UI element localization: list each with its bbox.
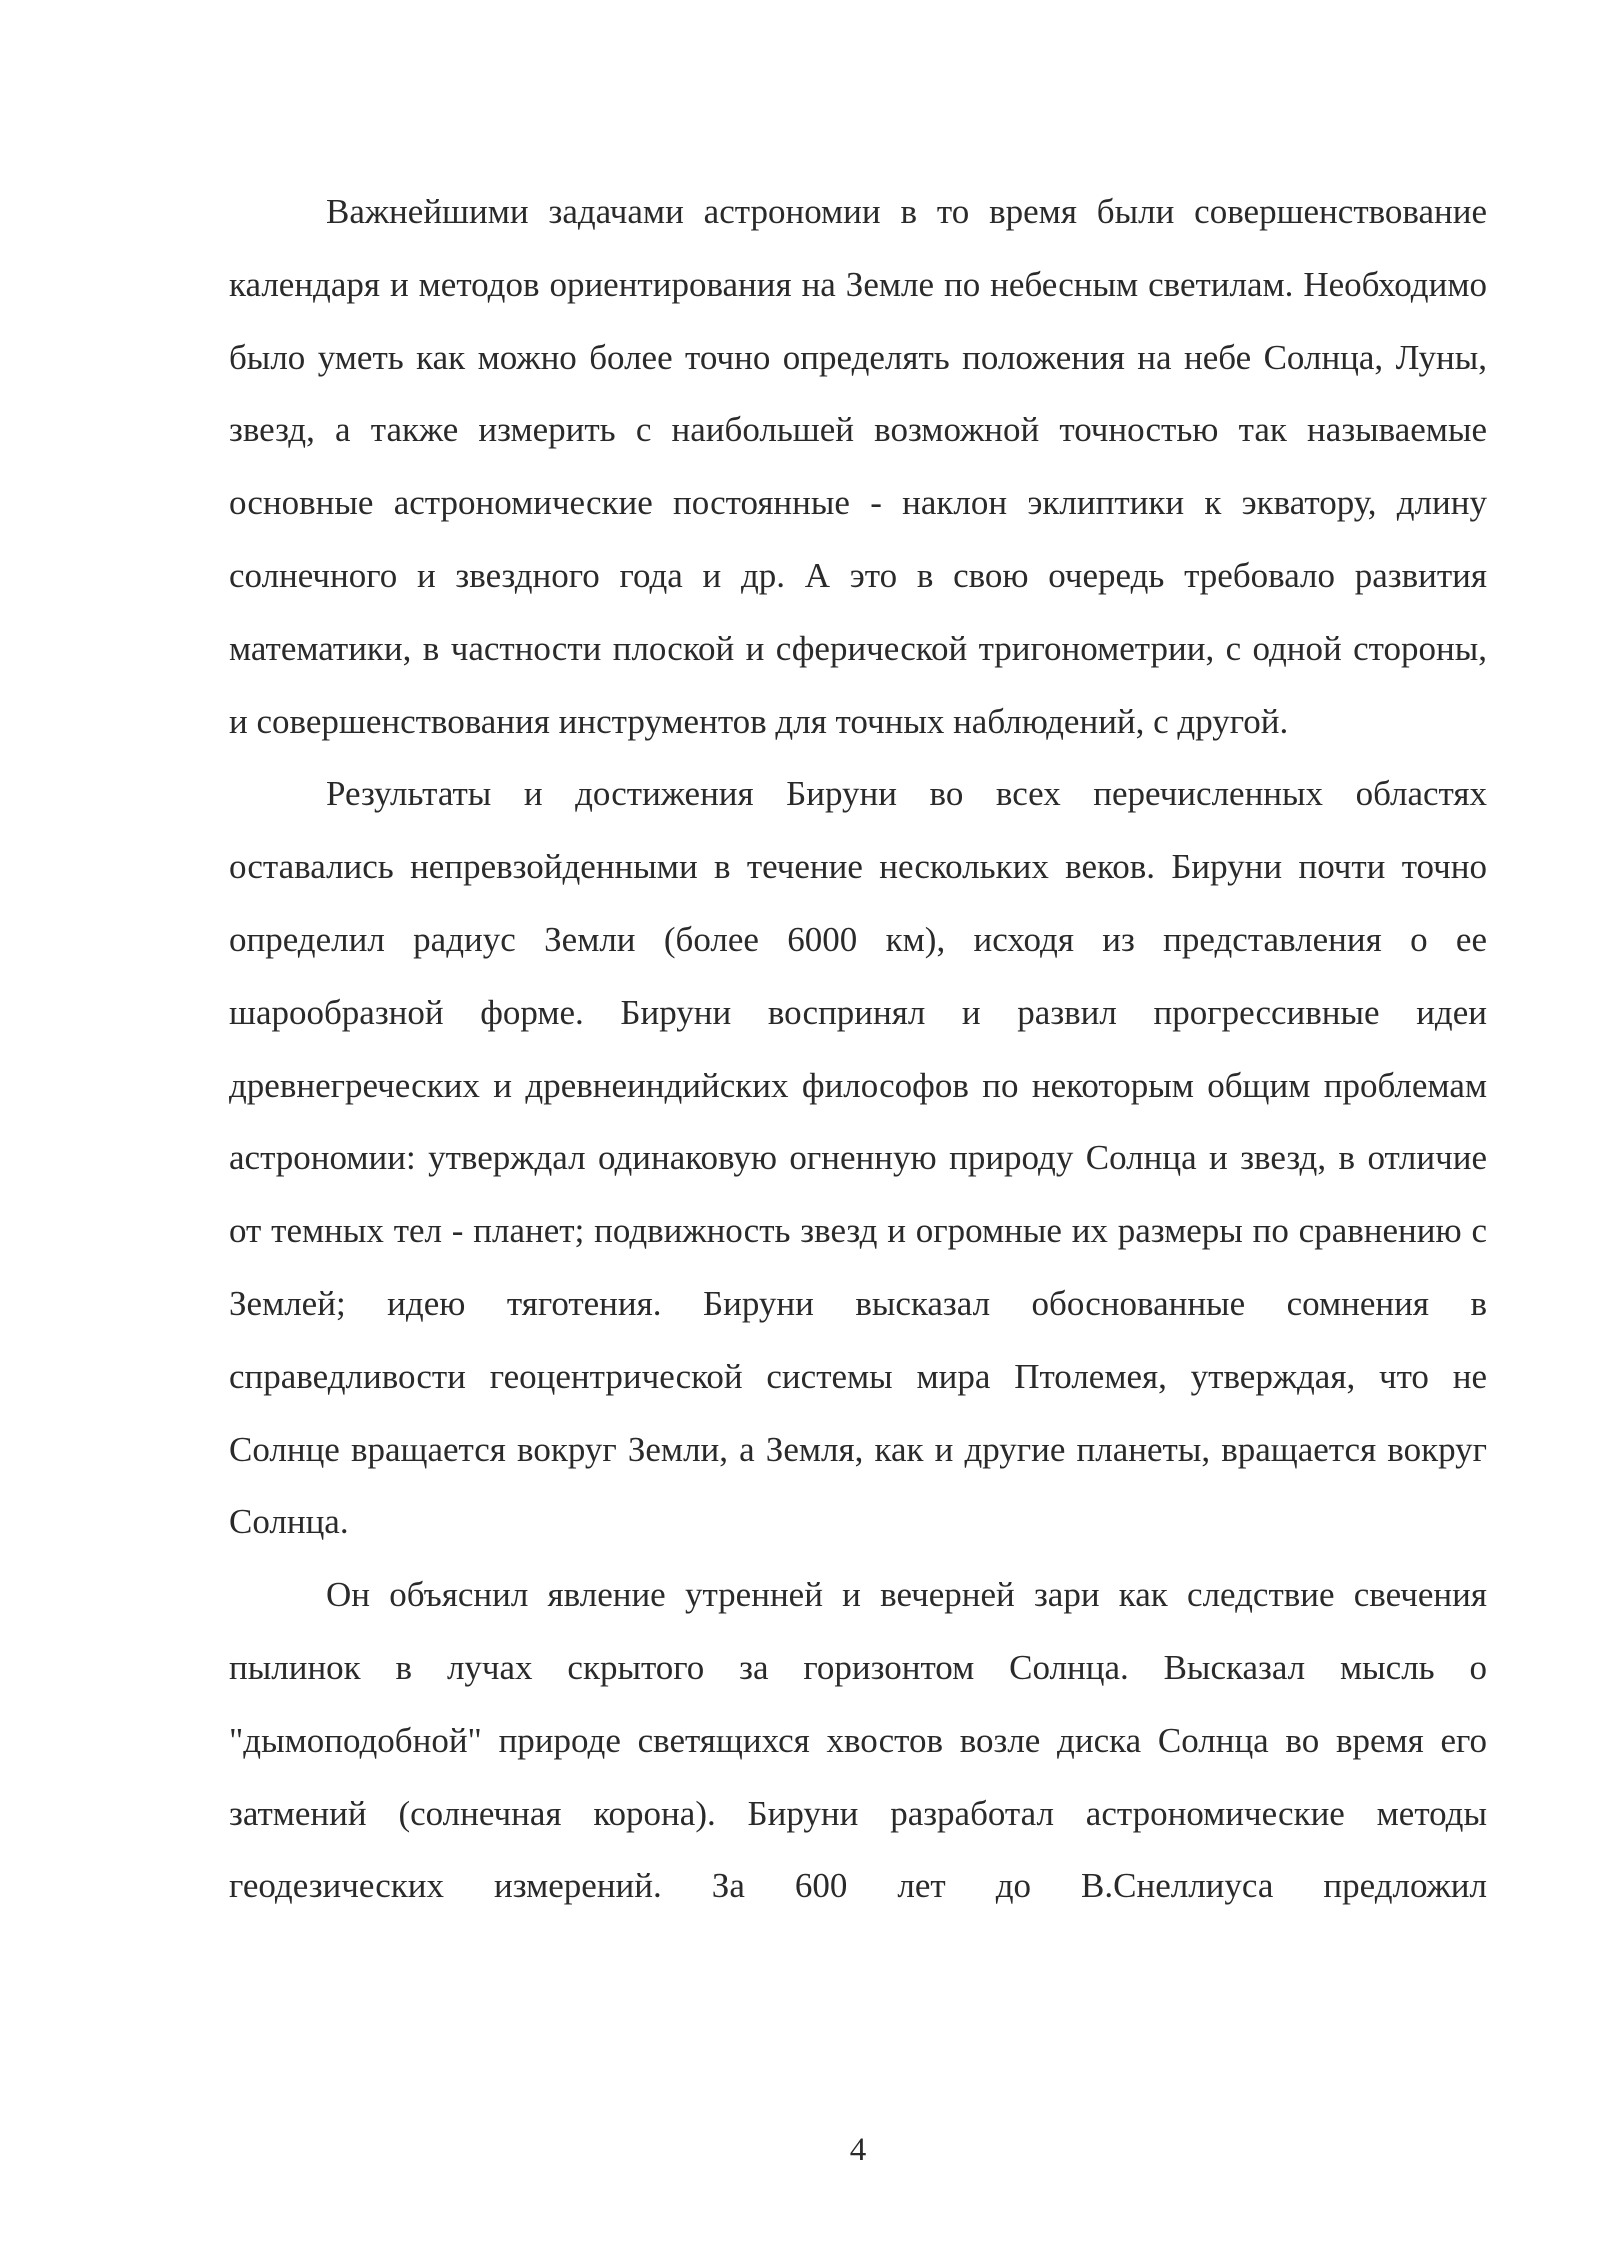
paragraph-1: Важнейшими задачами астрономии в то время были совершенствование календаря и методов ориентирования на Земле по небесным светилам. Необходимо было уметь как можно более точно определять положения на небе Солнца, Луны, звезд, а также измерить с наибольшей возможной точностью так называемые основные астрономические постоянные - наклон эклиптики к экватору, длину солнечного и звездного года и др. А это в свою очередь требовало развития математики, в частности плоской и сферической тригонометрии, с одной стороны, и совершенствования инструментов для точных наблюдений, с другой. [229, 192, 1487, 741]
body-text [229, 176, 1487, 1923]
paragraph-2: Результаты и достижения Бируни во всех перечисленных областях оставались непревзойденными в течение нескольких веков. Бируни почти точно определил радиус Земли (более 6000 км), исходя из представления о ее шарообразной форме. Бируни воспринял и развил прогрессивные идеи древнегреческих и древнеиндийских философов по некоторым общим проблемам астрономии: утверждал одинаковую огненную природу Солнца и звезд, в отличие от темных тел - планет; подвижность звезд и огромные их размеры по сравнению с Землей; идею тяготения. Бируни высказал обоснованные сомнения в справедливости геоцентрической системы мира Птолемея, утверждая, что не Солнце вращается вокруг Земли, а Земля, как и другие планеты, вращается вокруг Солнца. [229, 774, 1487, 1542]
paragraph-3: Он объяснил явление утренней и вечерней зари как следствие свечения пылинок в лучах скрытого за горизонтом Солнца. Высказал мысль о "дымоподобной" природе светящихся хвостов возле диска Солнца во время его затмений (солнечная корона). Бируни разработал астрономические методы геодезических измерений. За 600 лет до В.Снеллиуса предложил [229, 1575, 1487, 1906]
page-number: 4 [849, 2132, 867, 2168]
